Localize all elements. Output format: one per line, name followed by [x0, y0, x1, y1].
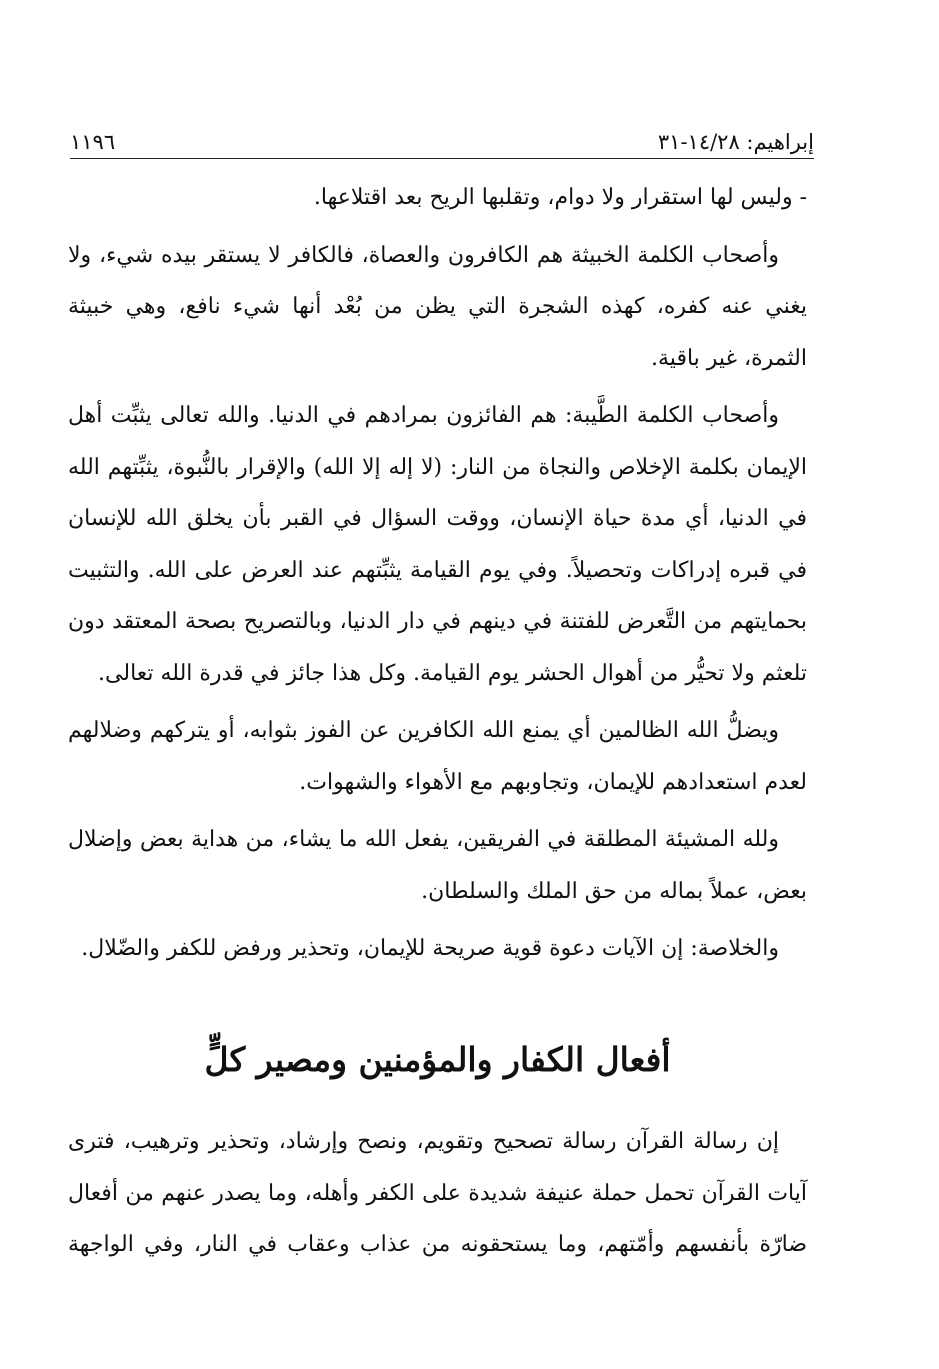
section-heading: أفعال الكفار والمؤمنين ومصير كلٍّ — [204, 1040, 671, 1079]
paragraph: ويضلُّ الله الظالمين أي يمنع الله الكافرين عن الفوز بثوابه، أو يتركهم وضلالهم لعدم استعدادهم للإيمان، وتجاوبهم مع الأهواء والشهوات. — [68, 718, 807, 795]
page-header — [70, 118, 814, 159]
paragraph: وأصحاب الكلمة الخبيثة هم الكافرون والعصاة، فالكافر لا يستقر بيده شيء، ولا يغني عنه كفره، كهذه الشجرة التي يظن من بُعْد أنها شيء نافع، وهي خبيثة الثمرة، غير باقية. — [68, 242, 807, 371]
page-number: ١١٩٦ — [70, 130, 116, 154]
paragraph: ولله المشيئة المطلقة في الفريقين، يفعل الله ما يشاء، من هداية بعض وإضلال بعض، عملاً بماله من حق الملك والسلطان. — [68, 827, 807, 904]
summary-paragraph: والخلاصة: إن الآيات دعوة قوية صريحة للإيمان، وتحذير ورفض للكفر والضّلال. — [81, 936, 779, 961]
paragraph: - وليس لها استقرار ولا دوام، وتقلبها الريح بعد اقتلاعها. — [313, 185, 807, 210]
commentary-text — [68, 172, 807, 981]
paragraph: إن رسالة القرآن رسالة تصحيح وتقويم، ونصح وإرشاد، وتحذير وترهيب، فترى آيات القرآن تحمل حملة عنيفة شديدة على الكفر وأهله، وما يصدر عنهم من أفعال ضارّة بأنفسهم وأمّتهم، وما يستحقونه من عذاب وعقاب في النار، وفي الواجهة — [68, 1129, 807, 1257]
paragraph: وأصحاب الكلمة الطَّيبة: هم الفائزون بمرادهم في الدنيا. والله تعالى يثبِّت أهل الإيمان بكلمة الإخلاص والنجاة من النار: (لا إله إلا الله) والإقرار بالنُّبوة، يثبِّتهم الله في الدنيا، أي مدة حياة الإنسان، ووقت السؤال في القبر بأن يخلق الله للإنسان في قبره إدراكات وتحصيلاً. وفي يوم القيامة يثبِّتهم عند العرض على الله. والتثبيت بحمايتهم من التَّعرض للفتنة في دينهم في دار الدنيا، وبالتصريح بصحة المعتقد دون تلعثم ولا تحيُّر من أهوال الحشر يوم القيامة. وكل هذا جائز في قدرة الله تعالى. — [68, 403, 807, 686]
surah-reference: إبراهيم: ١٤/٢٨-٣١ — [657, 130, 814, 154]
section-text — [68, 1116, 807, 1271]
